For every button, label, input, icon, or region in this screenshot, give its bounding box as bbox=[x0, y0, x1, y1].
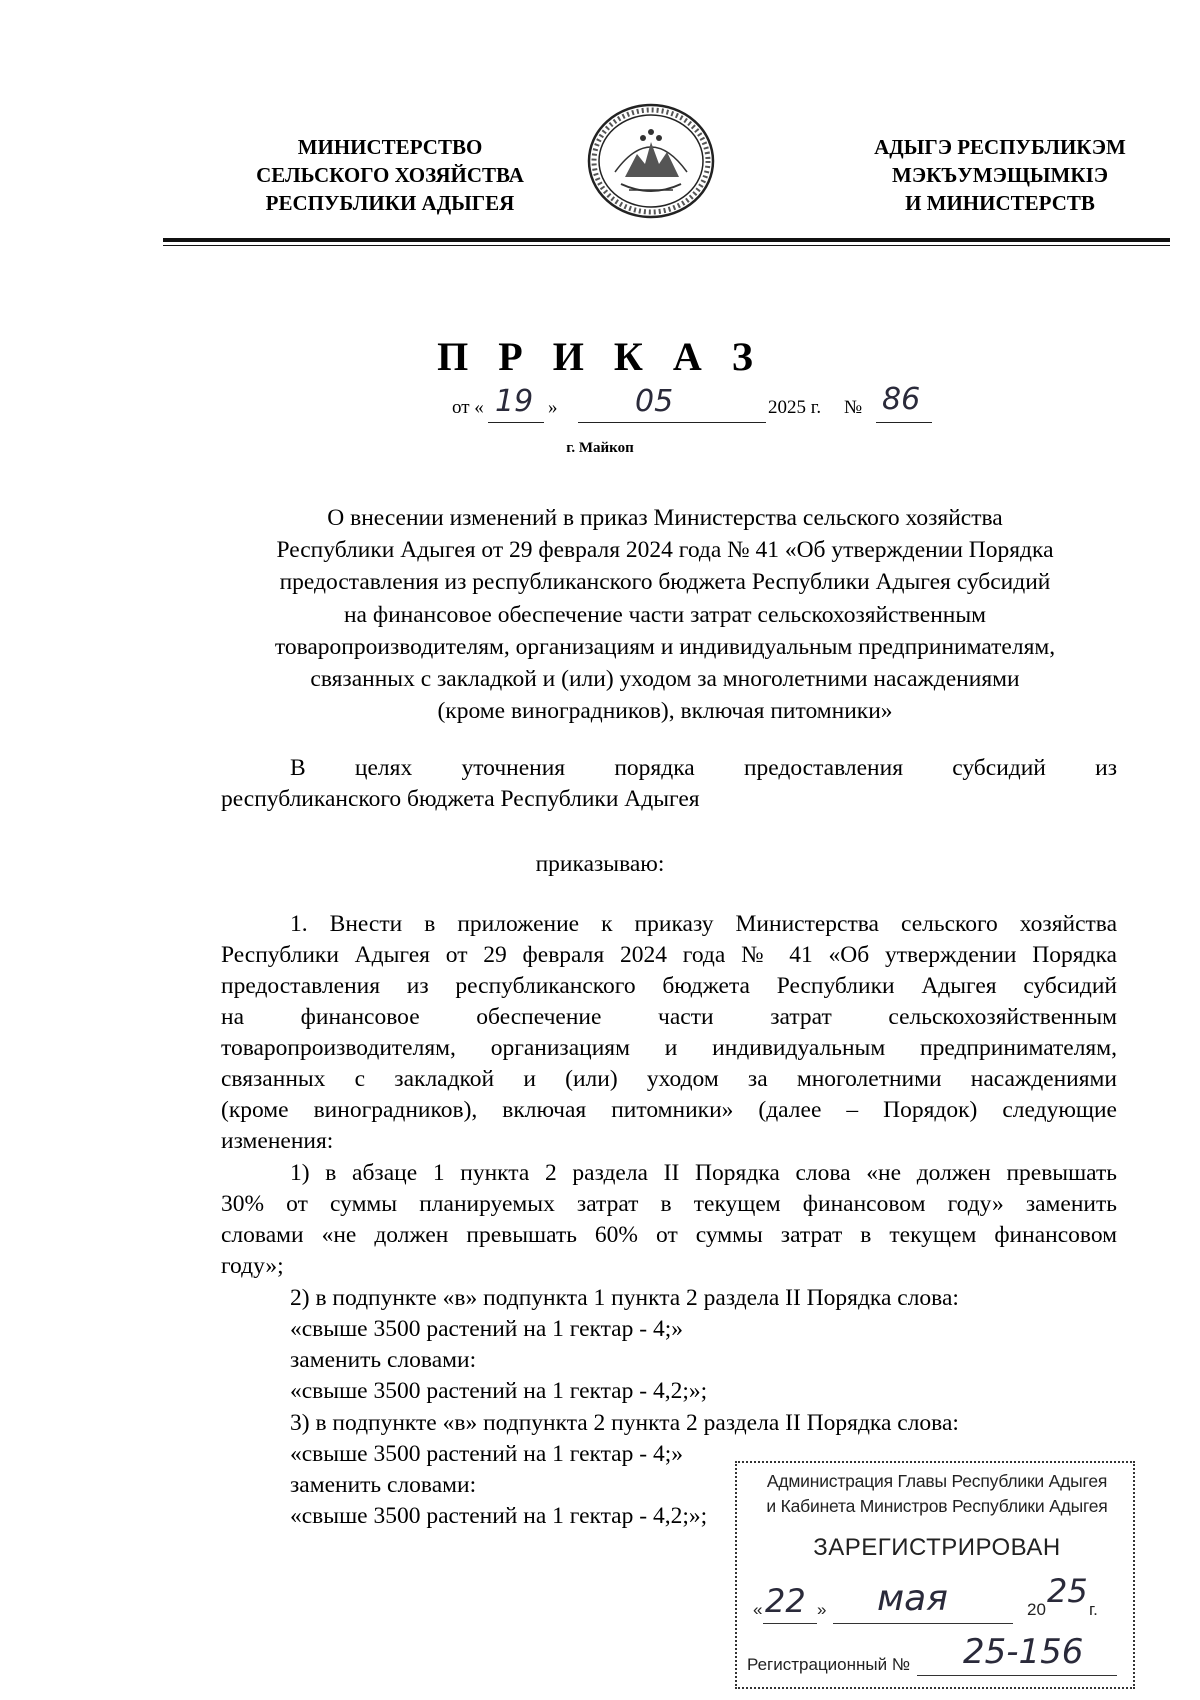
date-quote-close: » bbox=[548, 397, 558, 418]
subject-line: товаропроизводителям, организациям и индивидуальным предпринимателям, bbox=[274, 633, 1056, 660]
item1-line: на финансовое обеспечение части затрат сельскохозяйственным bbox=[221, 1004, 1117, 1030]
subitem3-line: «свыше 3500 растений на 1 гектар - 4,2;»; bbox=[290, 1503, 708, 1529]
subitem1-line: словами «не должен превышать 60% от суммы затрат в текущем финансовом bbox=[221, 1222, 1117, 1248]
document-title: П Р И К А З bbox=[437, 334, 763, 379]
item1-line: (кроме виноградников), включая питомники» (далее – Порядок) следующие bbox=[221, 1097, 1117, 1123]
stamp-reg-label: Регистрационный № bbox=[747, 1655, 911, 1674]
subject-line: Республики Адыгея от 29 февраля 2024 года № 41 «Об утверждении Порядка bbox=[276, 537, 1054, 564]
subject-line: предоставления из республиканского бюджета Республики Адыгея субсидий bbox=[279, 569, 1051, 596]
stamp-authority-line: Администрация Главы Республики Адыгея bbox=[766, 1471, 1108, 1491]
subitem2-line: 2) в подпункте «в» подпункта 1 пункта 2 раздела II Порядка слова: bbox=[290, 1285, 959, 1311]
stamp-authority-line: и Кабинета Министров Республики Адыгея bbox=[766, 1496, 1108, 1516]
emblem-icon bbox=[585, 102, 717, 220]
ministry-name-russian bbox=[200, 133, 580, 217]
stamp-day-underline bbox=[763, 1623, 817, 1624]
subject-line: О внесении изменений в приказ Министерства сельского хозяйства bbox=[327, 505, 1003, 531]
subitem2-line: «свыше 3500 растений на 1 гектар - 4;» bbox=[290, 1316, 683, 1342]
item1-line: связанных с закладкой и (или) уходом за многолетними насаждениями bbox=[221, 1066, 1117, 1092]
date-prefix: от « bbox=[452, 397, 484, 418]
subitem3-line: 3) в подпункте «в» подпункта 2 пункта 2 раздела II Порядка слова: bbox=[290, 1410, 959, 1436]
stamp-day-handwritten: 22 bbox=[765, 1582, 806, 1620]
stamp-month-handwritten: мая bbox=[877, 1578, 948, 1619]
subitem2-line: заменить словами: bbox=[290, 1347, 477, 1373]
subject-line: на финансовое обеспечение части затрат сельскохозяйственным bbox=[343, 601, 987, 628]
header-right-line: АДЫГЭ РЕСПУБЛИКЭМ bbox=[874, 135, 1126, 159]
item1-line: 1. Внести в приложение к приказу Министерства сельского хозяйства bbox=[290, 911, 1117, 937]
order-date-line bbox=[0, 382, 1200, 425]
subitem3-line: «свыше 3500 растений на 1 гектар - 4;» bbox=[290, 1441, 683, 1467]
city: г. Майкоп bbox=[566, 440, 634, 456]
header-left-line: РЕСПУБЛИКИ АДЫГЕЯ bbox=[265, 191, 515, 215]
subject-line: связанных с закладкой и (или) уходом за многолетними насаждениями bbox=[310, 666, 1020, 693]
header-right-line: И МИНИСТЕРСТВ bbox=[905, 191, 1095, 215]
stamp-year-prefix: 20 bbox=[1027, 1600, 1046, 1619]
subitem1-line: 30% от суммы планируемых затрат в текущем финансовом году» заменить bbox=[221, 1191, 1117, 1217]
preamble-line: В целях уточнения порядка предоставления субсидий из bbox=[290, 755, 1117, 781]
subitem1-line: году»; bbox=[221, 1253, 284, 1279]
number-underline bbox=[876, 422, 932, 423]
order-word: приказываю: bbox=[535, 851, 665, 877]
header-right-line: МЭКЪУМЭЩЫМКIЭ bbox=[892, 163, 1108, 187]
order-subject bbox=[215, 502, 1115, 727]
preamble-line: республиканского бюджета Республики Адыгея bbox=[221, 786, 700, 812]
item1-line: изменения: bbox=[221, 1128, 334, 1154]
day-underline bbox=[488, 422, 544, 423]
subject-line: (кроме виноградников), включая питомники» bbox=[437, 698, 893, 725]
subitem1-line: 1) в абзаце 1 пункта 2 раздела II Порядка слова «не должен превышать bbox=[290, 1160, 1117, 1186]
stamp-quote-close: » bbox=[817, 1600, 827, 1619]
order-number-handwritten: 86 bbox=[882, 382, 921, 417]
item1-line: Республики Адыгея от 29 февраля 2024 года № 41 «Об утверждении Порядка bbox=[221, 942, 1117, 968]
registration-stamp bbox=[735, 1461, 1135, 1689]
stamp-quote-open: « bbox=[753, 1600, 763, 1619]
header-divider bbox=[163, 238, 1170, 242]
item1-line: предоставления из республиканского бюджета Республики Адыгея субсидий bbox=[221, 973, 1117, 999]
stamp-year-handwritten: 25 bbox=[1047, 1572, 1088, 1610]
subitem3-line: заменить словами: bbox=[290, 1472, 477, 1498]
order-month-handwritten: 05 bbox=[635, 384, 674, 419]
order-number-label: № bbox=[844, 397, 863, 418]
subitem2-line: «свыше 3500 растений на 1 гектар - 4,2;»; bbox=[290, 1378, 708, 1404]
header-left-line: СЕЛЬСКОГО ХОЗЯЙСТВА bbox=[256, 163, 524, 187]
ministry-name-adyghe bbox=[835, 133, 1165, 217]
month-underline bbox=[578, 422, 766, 423]
order-day-handwritten: 19 bbox=[495, 384, 534, 419]
header-divider-thin bbox=[163, 245, 1170, 246]
stamp-year-unit: г. bbox=[1089, 1600, 1098, 1619]
stamp-reg-number-handwritten: 25-156 bbox=[963, 1632, 1084, 1672]
header-left-line: МИНИСТЕРСТВО bbox=[297, 135, 483, 159]
stamp-month-underline bbox=[833, 1623, 1013, 1624]
stamp-reg-underline bbox=[917, 1675, 1117, 1676]
item1-line: товаропроизводителям, организациям и индивидуальным предпринимателям, bbox=[221, 1035, 1117, 1061]
stamp-status: ЗАРЕГИСТРИРОВАН bbox=[813, 1534, 1061, 1561]
order-year: 2025 г. bbox=[768, 397, 822, 418]
